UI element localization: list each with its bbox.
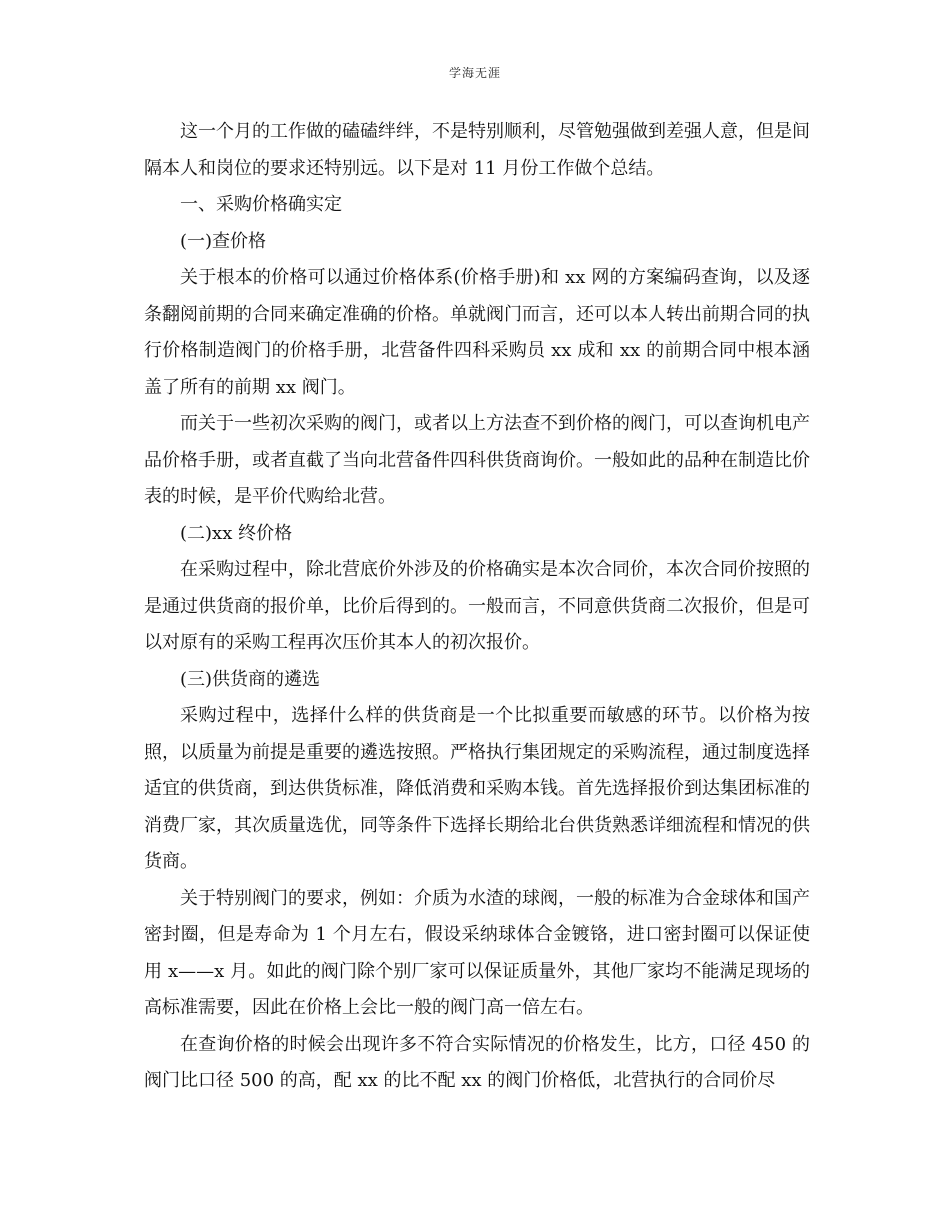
subsection-heading-2: (二)xx 终价格 (180, 522, 293, 544)
paragraph-special-valves: 关于特别阀门的要求，例如：介质为水渣的球阀，一般的标准为合金球体和国产密封圈，但是寿命为 1 个月左右，假设采纳球体合金镀铬，进口密封圈可以保证使用 x——x 月。如此的阀门除个别厂家可以保证质量外，其他厂家均不能满足现场的高标准需要，因此在价格上会比一般的阀门高一倍左右。 (144, 887, 810, 1018)
subsection-heading-3: (三)供货商的遴选 (180, 668, 321, 690)
paragraph-final-price: 在采购过程中，除北营底价外涉及的价格确实是本次合同价，本次合同价按照的是通过供货商的报价单，比价后得到的。一般而言，不同意供货商二次报价，但是可以对原有的采购工程再次压价其本人的初次报价。 (144, 559, 810, 653)
paragraph-first-purchase: 而关于一些初次采购的阀门，或者以上方法查不到价格的阀门，可以查询机电产品价格手册，或者直截了当向北营备件四科供货商询价。一般如此的品种在制造比价表的时候，是平价代购给北营。 (144, 413, 810, 507)
page-header: 学海无涯 (448, 66, 501, 80)
paragraph-supplier-selection: 采购过程中，选择什么样的供货商是一个比拟重要而敏感的环节。以价格为按照，以质量为前提是重要的遴选按照。严格执行集团规定的采购流程，通过制度选择适宜的供货商，到达供货标准，降低消费和采购本钱。首先选择报价到达集团标准的消费厂家，其次质量选优，同等条件下选择长期给北台供货熟悉详细流程和情况的供货商。 (144, 705, 810, 872)
paragraph-price-lookup: 关于根本的价格可以通过价格体系(价格手册)和 xx 网的方案编码查询，以及逐条翻阅前期的合同来确定准确的价格。单就阀门而言，还可以本人转出前期合同的执行价格制造阀门的价格手册，北营备件四科采购员 xx 成和 xx 的前期合同中根本涵盖了所有的前期 xx 阀门。 (144, 267, 810, 398)
section-heading-1: 一、采购价格确实定 (180, 194, 342, 215)
subsection-heading-1: (一)查价格 (180, 230, 267, 252)
paragraph-price-anomalies: 在查询价格的时候会出现许多不符合实际情况的价格发生，比方，口径 450 的阀门比口径 500 的高，配 xx 的比不配 xx 的阀门价格低，北营执行的合同价尽 (144, 1033, 810, 1091)
paragraph-intro: 这一个月的工作做的磕磕绊绊，不是特别顺利，尽管勉强做到差强人意，但是间隔本人和岗位的要求还特别远。以下是对 11 月份工作做个总结。 (144, 121, 810, 179)
document-body (144, 114, 810, 1100)
